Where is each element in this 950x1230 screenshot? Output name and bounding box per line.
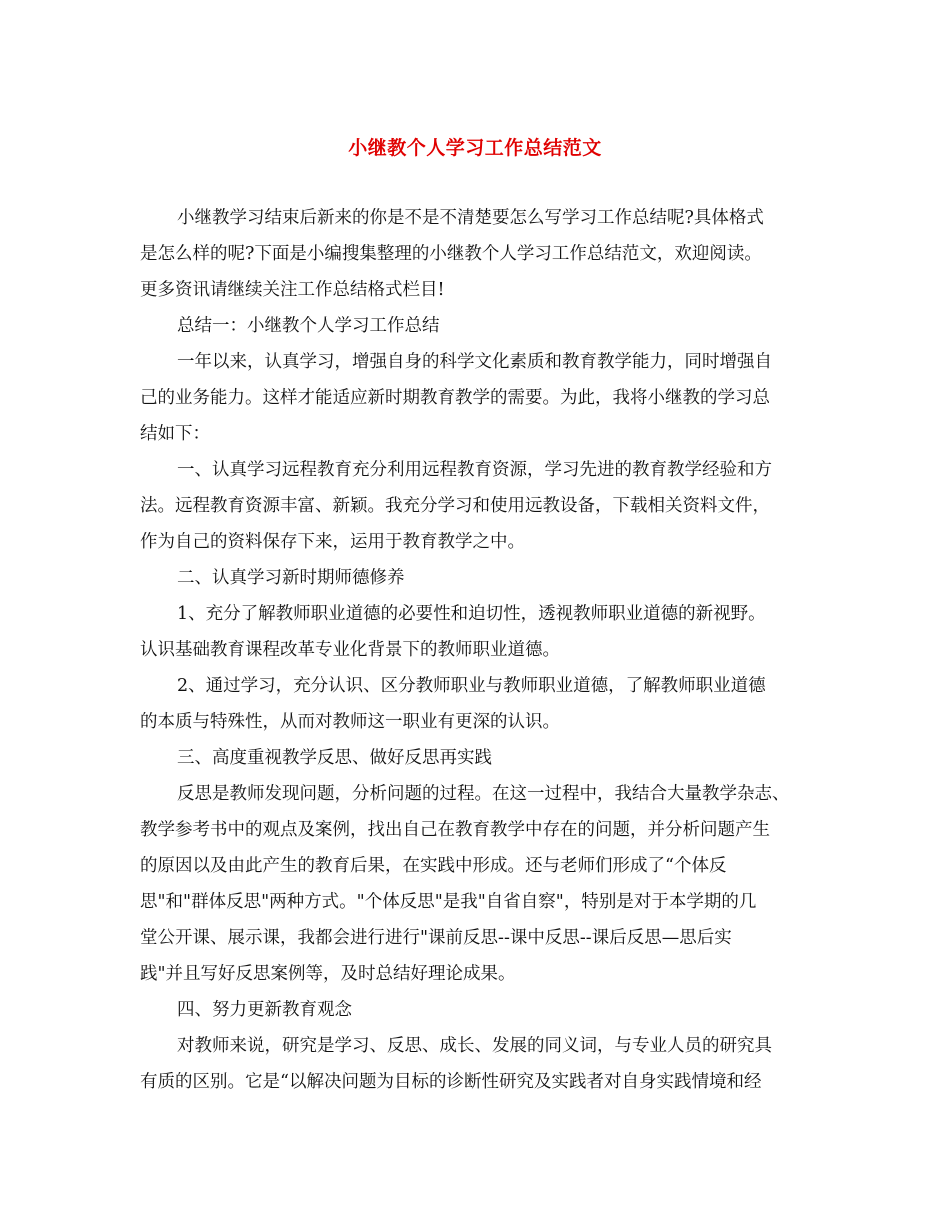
text-line: 总结一：小继教个人学习工作总结 — [177, 316, 440, 336]
text-line: 2、通过学习，充分认识、区分教师职业与教师职业道德，了解教师职业道德 — [177, 676, 766, 696]
text-line: 一、认真学习远程教育充分利用远程教育资源，学习先进的教育教学经验和方 — [177, 460, 772, 480]
text-line: 践"并且写好反思案例等，及时总结好理论成果。 — [140, 964, 516, 984]
text-line: 三、高度重视教学反思、做好反思再实践 — [177, 748, 492, 768]
text-line: 有质的区别。它是“以解决问题为目标的诊断性研究及实践者对自身实践情境和经 — [140, 1072, 762, 1092]
text-line: 思"和"群体反思"两种方式。"个体反思"是我"自省自察"，特别是对于本学期的几 — [140, 892, 757, 912]
text-line: 四、努力更新教育观念 — [177, 1000, 352, 1020]
text-line: 1、充分了解教师职业道德的必要性和迫切性，透视教师职业道德的新视野。 — [177, 604, 766, 624]
text-line: 二、认真学习新时期师德修养 — [177, 568, 405, 588]
text-line: 的本质与特殊性，从而对教师这一职业有更深的认识。 — [140, 712, 560, 732]
text-line: 己的业务能力。这样才能适应新时期教育教学的需要。为此，我将小继教的学习总 — [140, 388, 770, 408]
text-line: 是怎么样的呢?下面是小编搜集整理的小继教个人学习工作总结范文，欢迎阅读。 — [140, 244, 762, 264]
text-line: 认识基础教育课程改革专业化背景下的教师职业道德。 — [140, 640, 560, 660]
text-line: 反思是教师发现问题，分析问题的过程。在这一过程中，我结合大量教学杂志、 — [177, 784, 790, 804]
document-title: 小继教个人学习工作总结范文 — [348, 137, 602, 159]
text-line: 的原因以及由此产生的教育后果，在实践中形成。还与老师们形成了“个体反 — [140, 856, 727, 876]
text-line: 小继教学习结束后新来的你是不是不清楚要怎么写学习工作总结呢?具体格式 — [177, 208, 764, 228]
text-line: 结如下： — [140, 424, 210, 444]
text-line: 法。远程教育资源丰富、新颖。我充分学习和使用远教设备，下载相关资料文件， — [140, 496, 770, 516]
text-line: 教学参考书中的观点及案例，找出自己在教育教学中存在的问题，并分析问题产生 — [140, 820, 770, 840]
text-line: 对教师来说，研究是学习、反思、成长、发展的同义词，与专业人员的研究具 — [177, 1036, 772, 1056]
text-line: 一年以来，认真学习，增强自身的科学文化素质和教育教学能力，同时增强自 — [177, 352, 772, 372]
text-line: 更多资讯请继续关注工作总结格式栏目! — [140, 280, 445, 300]
text-line: 作为自己的资料保存下来，运用于教育教学之中。 — [140, 532, 525, 552]
text-line: 堂公开课、展示课，我都会进行进行"课前反思--课中反思--课后反思—思后实 — [140, 928, 732, 948]
